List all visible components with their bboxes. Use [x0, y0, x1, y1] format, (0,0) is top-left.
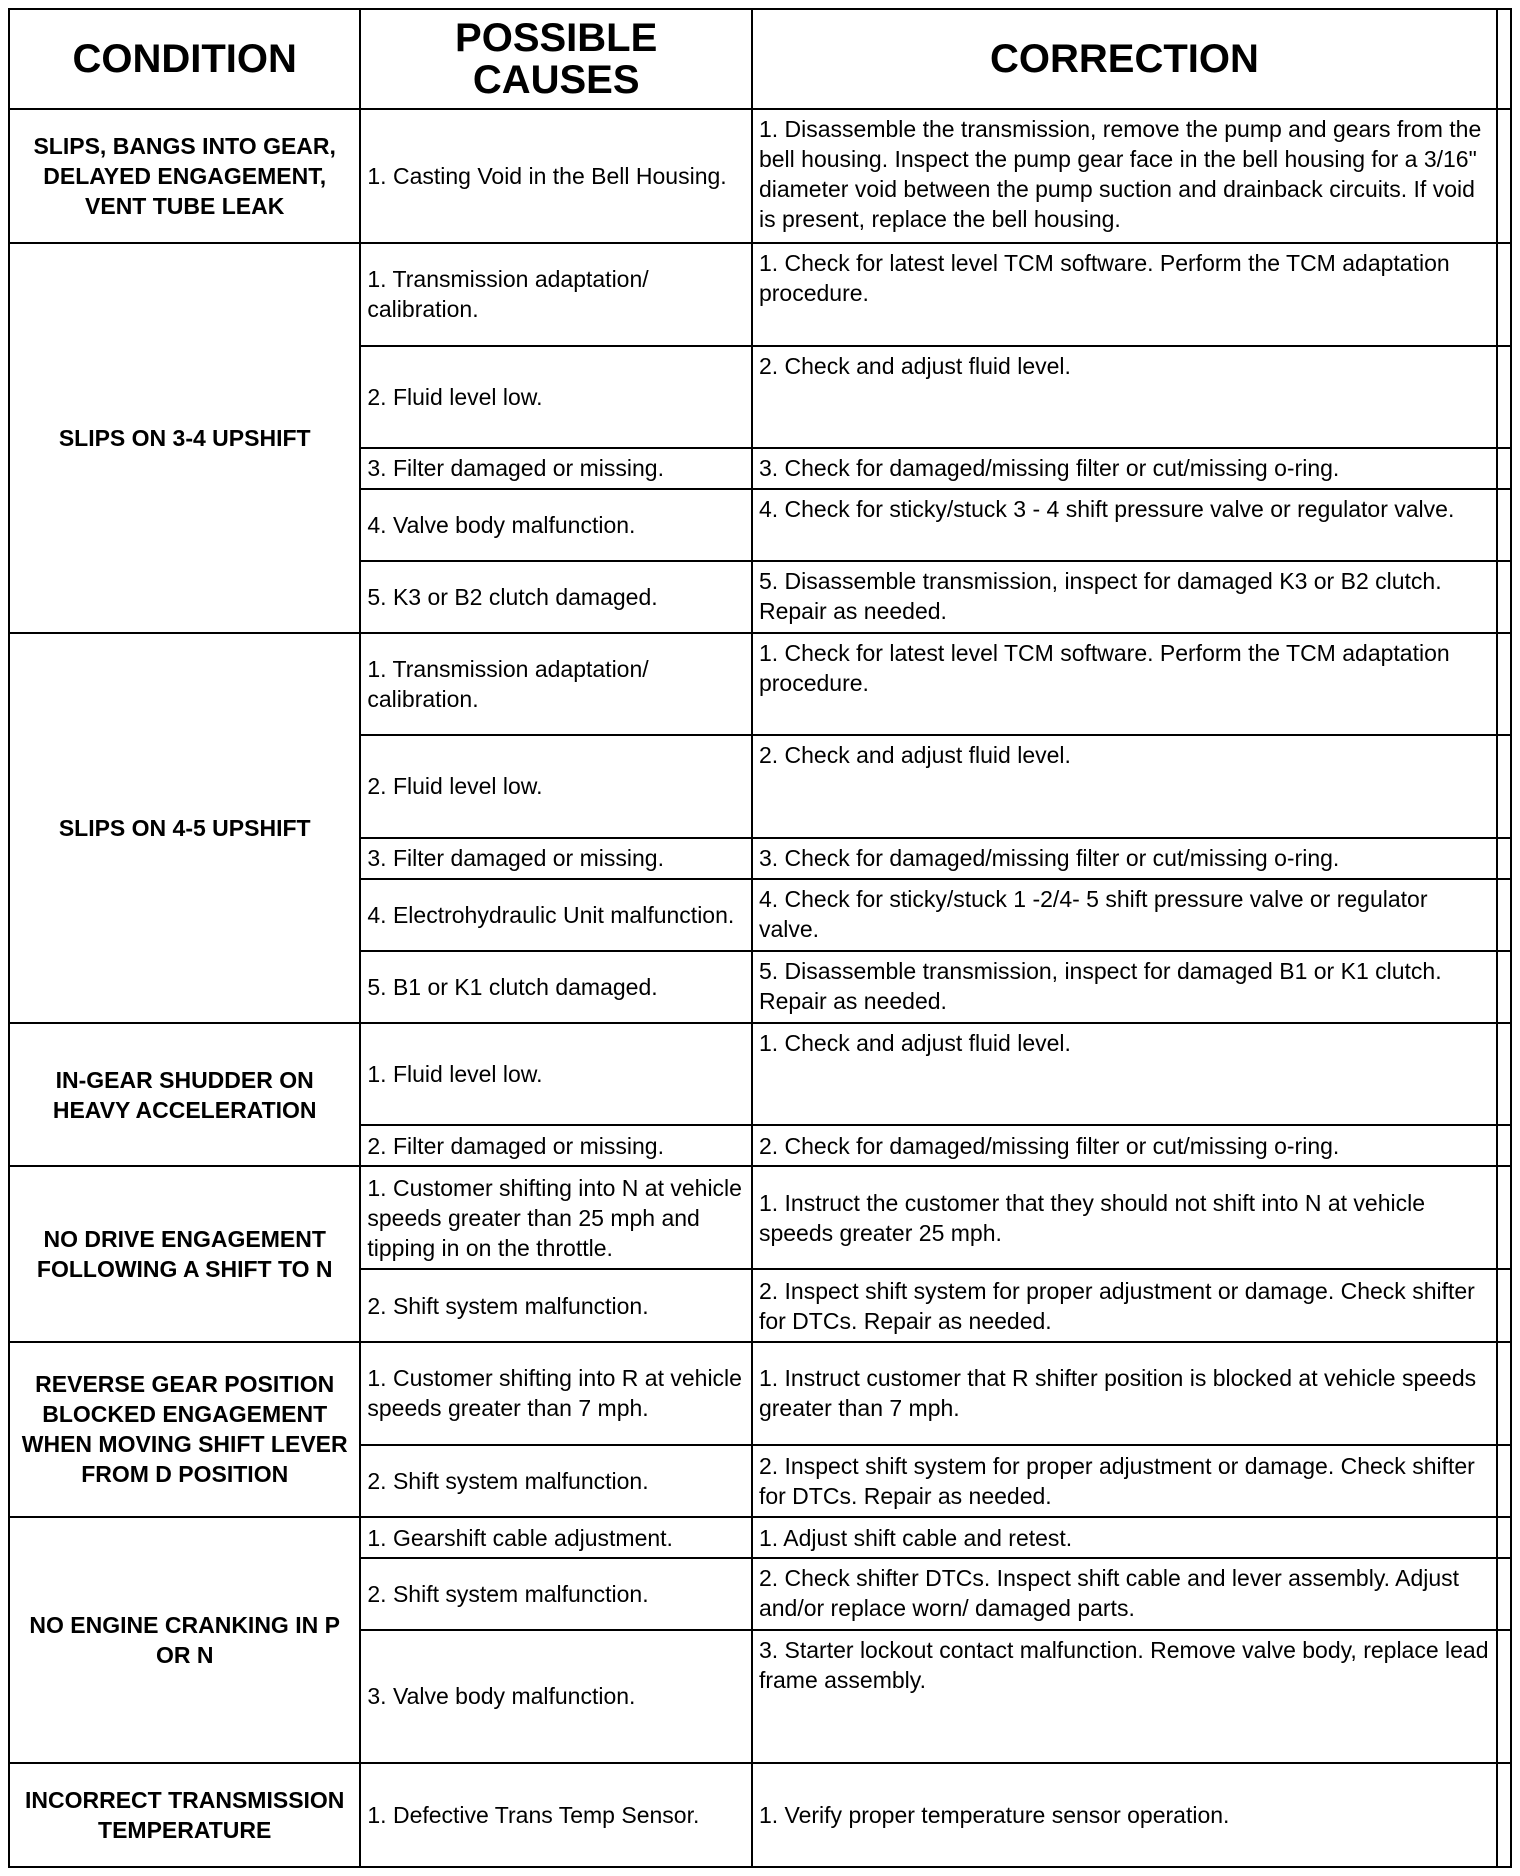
edge-cell	[1497, 1023, 1511, 1125]
cause-cell: 3. Filter damaged or missing.	[360, 838, 752, 879]
cause-cell: 2. Shift system malfunction.	[360, 1269, 752, 1341]
correction-cell: 5. Disassemble transmission, inspect for damaged K3 or B2 clutch. Repair as needed.	[752, 561, 1497, 633]
cause-cell: 2. Shift system malfunction.	[360, 1558, 752, 1630]
condition-cell: IN-GEAR SHUDDER ON HEAVY ACCELERATION	[9, 1023, 360, 1166]
cause-cell: 3. Valve body malfunction.	[360, 1630, 752, 1762]
condition-cell: INCORRECT TRANSMISSION TEMPERATURE	[9, 1763, 360, 1867]
correction-cell: 1. Adjust shift cable and retest.	[752, 1517, 1497, 1558]
cause-cell: 1. Gearshift cable adjustment.	[360, 1517, 752, 1558]
table-row	[9, 1166, 1511, 1269]
cause-cell: 2. Fluid level low.	[360, 346, 752, 448]
correction-cell: 3. Check for damaged/missing filter or cut/missing o-ring.	[752, 448, 1497, 489]
edge-cell	[1497, 1166, 1511, 1269]
correction-cell: 2. Check shifter DTCs. Inspect shift cable and lever assembly. Adjust and/or replace worn/ damaged parts.	[752, 1558, 1497, 1630]
correction-cell: 3. Check for damaged/missing filter or cut/missing o-ring.	[752, 838, 1497, 879]
table-row	[9, 109, 1511, 243]
header-condition: CONDITION	[9, 9, 360, 109]
correction-cell: 1. Disassemble the transmission, remove the pump and gears from the bell housing. Inspect the pump gear face in the bell housing for a 3/16" diameter void between the pump suction and drainback circuits. If void is present, replace the bell housing.	[752, 109, 1497, 243]
header-correction: CORRECTION	[752, 9, 1497, 109]
cause-cell: 4. Electrohydraulic Unit malfunction.	[360, 879, 752, 951]
edge-cell	[1497, 346, 1511, 448]
edge-cell	[1497, 838, 1511, 879]
condition-cell: SLIPS ON 4-5 UPSHIFT	[9, 633, 360, 1023]
cause-cell: 4. Valve body malfunction.	[360, 489, 752, 561]
edge-cell	[1497, 243, 1511, 345]
edge-cell	[1497, 1125, 1511, 1166]
correction-cell: 1. Verify proper temperature sensor operation.	[752, 1763, 1497, 1867]
correction-cell: 2. Check and adjust fluid level.	[752, 346, 1497, 448]
cause-cell: 2. Filter damaged or missing.	[360, 1125, 752, 1166]
diagnosis-table	[8, 8, 1512, 1868]
edge-cell	[1497, 879, 1511, 951]
cause-cell: 1. Transmission adaptation/ calibration.	[360, 243, 752, 345]
edge-cell	[1497, 448, 1511, 489]
condition-cell: SLIPS ON 3-4 UPSHIFT	[9, 243, 360, 633]
correction-cell: 2. Inspect shift system for proper adjustment or damage. Check shifter for DTCs. Repair as needed.	[752, 1269, 1497, 1341]
correction-cell: 1. Instruct the customer that they should not shift into N at vehicle speeds greater 25 mph.	[752, 1166, 1497, 1269]
cause-cell: 1. Casting Void in the Bell Housing.	[360, 109, 752, 243]
edge-cell	[1497, 1269, 1511, 1341]
header-row	[9, 9, 1511, 109]
correction-cell: 1. Check for latest level TCM software. Perform the TCM adaptation procedure.	[752, 243, 1497, 345]
edge-cell	[1497, 1517, 1511, 1558]
edge-cell	[1497, 735, 1511, 837]
table-row	[9, 1517, 1511, 1558]
edge-cell	[1497, 1763, 1511, 1867]
condition-cell: REVERSE GEAR POSITION BLOCKED ENGAGEMENT WHEN MOVING SHIFT LEVER FROM D POSITION	[9, 1342, 360, 1517]
correction-cell: 2. Check for damaged/missing filter or cut/missing o-ring.	[752, 1125, 1497, 1166]
edge-cell	[1497, 951, 1511, 1023]
cause-cell: 1. Transmission adaptation/ calibration.	[360, 633, 752, 735]
correction-cell: 5. Disassemble transmission, inspect for damaged B1 or K1 clutch. Repair as needed.	[752, 951, 1497, 1023]
table-row	[9, 1023, 1511, 1125]
table-row	[9, 633, 1511, 735]
table-row	[9, 1342, 1511, 1445]
cause-cell: 5. K3 or B2 clutch damaged.	[360, 561, 752, 633]
edge-cell	[1497, 633, 1511, 735]
condition-cell: NO ENGINE CRANKING IN P OR N	[9, 1517, 360, 1763]
edge-cell	[1497, 561, 1511, 633]
cause-cell: 2. Shift system malfunction.	[360, 1445, 752, 1517]
correction-cell: 2. Inspect shift system for proper adjustment or damage. Check shifter for DTCs. Repair as needed.	[752, 1445, 1497, 1517]
header-possible-causes	[360, 9, 752, 109]
edge-cell	[1497, 109, 1511, 243]
condition-cell: SLIPS, BANGS INTO GEAR, DELAYED ENGAGEMENT, VENT TUBE LEAK	[9, 109, 360, 243]
edge-cell	[1497, 1445, 1511, 1517]
cause-cell: 1. Defective Trans Temp Sensor.	[360, 1763, 752, 1867]
correction-cell: 1. Check for latest level TCM software. Perform the TCM adaptation procedure.	[752, 633, 1497, 735]
diagnosis-sheet	[8, 8, 1512, 1868]
correction-cell: 4. Check for sticky/stuck 1 -2/4- 5 shift pressure valve or regulator valve.	[752, 879, 1497, 951]
correction-cell: 2. Check and adjust fluid level.	[752, 735, 1497, 837]
table-row	[9, 243, 1511, 345]
correction-cell: 4. Check for sticky/stuck 3 - 4 shift pressure valve or regulator valve.	[752, 489, 1497, 561]
cause-cell: 1. Fluid level low.	[360, 1023, 752, 1125]
correction-cell: 3. Starter lockout contact malfunction. Remove valve body, replace lead frame assembly.	[752, 1630, 1497, 1762]
edge-cell	[1497, 9, 1511, 109]
cause-cell: 3. Filter damaged or missing.	[360, 448, 752, 489]
edge-cell	[1497, 1558, 1511, 1630]
correction-cell: 1. Check and adjust fluid level.	[752, 1023, 1497, 1125]
edge-cell	[1497, 1630, 1511, 1762]
header-causes-line1: POSSIBLE	[455, 16, 658, 60]
header-causes-line2: CAUSES	[472, 58, 640, 102]
cause-cell: 1. Customer shifting into R at vehicle speeds greater than 7 mph.	[360, 1342, 752, 1445]
table-row	[9, 1763, 1511, 1867]
condition-cell: NO DRIVE ENGAGEMENT FOLLOWING A SHIFT TO N	[9, 1166, 360, 1341]
correction-cell: 1. Instruct customer that R shifter position is blocked at vehicle speeds greater than 7 mph.	[752, 1342, 1497, 1445]
cause-cell: 1. Customer shifting into N at vehicle speeds greater than 25 mph and tipping in on the throttle.	[360, 1166, 752, 1269]
cause-cell: 5. B1 or K1 clutch damaged.	[360, 951, 752, 1023]
cause-cell: 2. Fluid level low.	[360, 735, 752, 837]
edge-cell	[1497, 1342, 1511, 1445]
edge-cell	[1497, 489, 1511, 561]
